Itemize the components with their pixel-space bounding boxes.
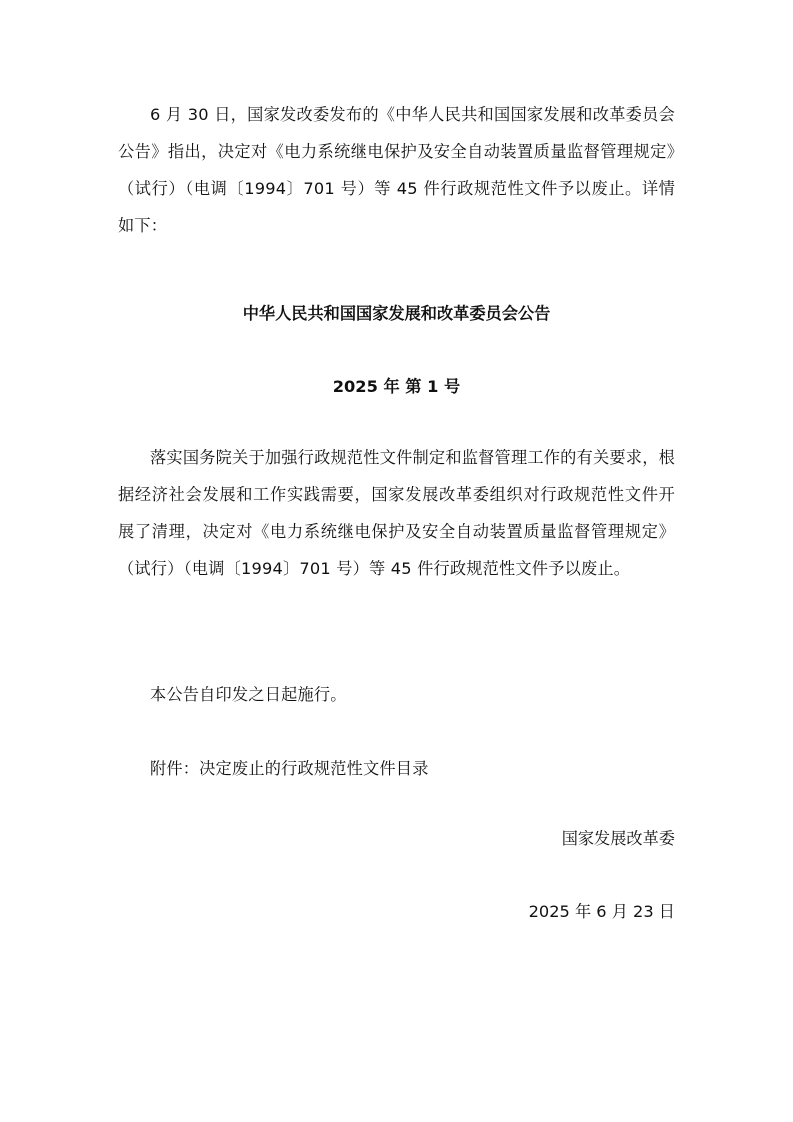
body-paragraph: 落实国务院关于加强行政规范性文件制定和监督管理工作的有关要求，根据经济社会发展和工作实践需要，国家发展改革委组织对行政规范性文件开展了清理，决定对《电力系统继电保护及安全自动装置质量监督管理规定》（试行）（电调〔1994〕701 号）等 45 件行政规范性文件予以废止。 xyxy=(118,448,675,578)
attachment-line: 附件：决定废止的行政规范性文件目录 xyxy=(150,759,429,778)
announcement-number: 2025 年 第 1 号 xyxy=(332,377,461,396)
announcement-title: 中华人民共和国国家发展和改革委员会公告 xyxy=(242,304,551,323)
intro-paragraph: 6 月 30 日，国家发改委发布的《中华人民共和国国家发展和改革委员会公告》指出，决定对《电力系统继电保护及安全自动装置质量监督管理规定》（试行）（电调〔1994〕701 号）等 45 件行政规范性文件予以废止。详情如下： xyxy=(118,105,675,235)
signature: 国家发展改革委 xyxy=(561,829,675,848)
issue-date: 2025 年 6 月 23 日 xyxy=(528,902,675,921)
effective-statement: 本公告自印发之日起施行。 xyxy=(150,685,347,704)
